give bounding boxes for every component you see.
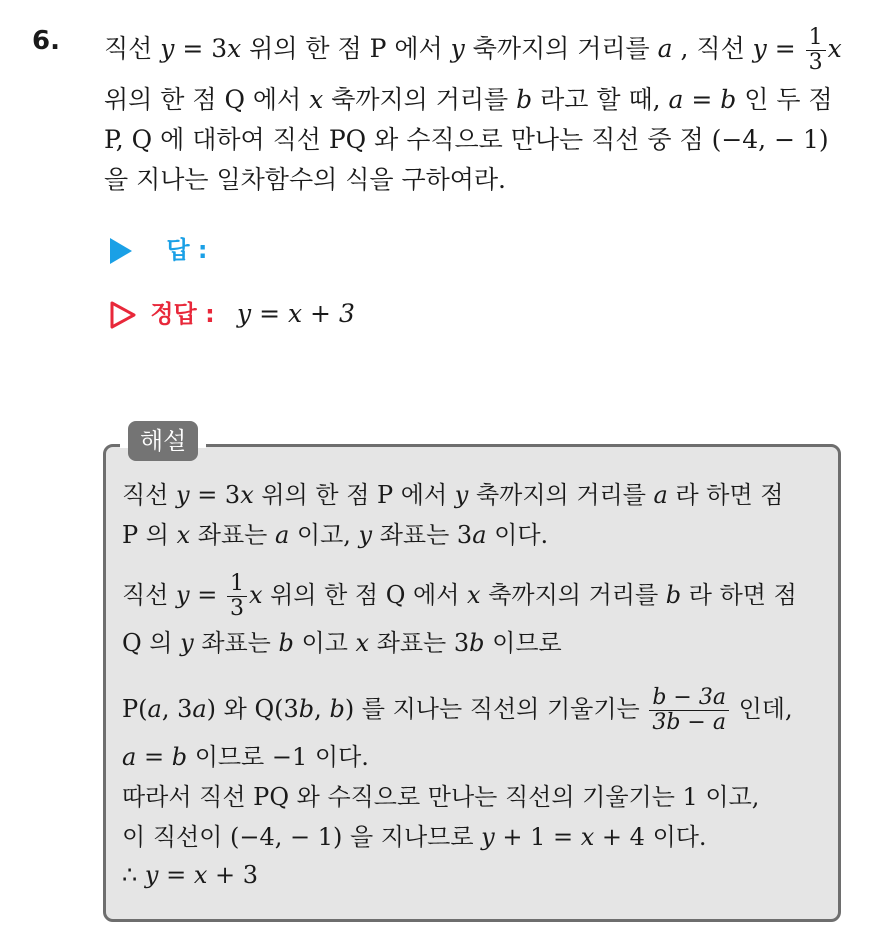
correct-answer-value: y = x + 3 <box>237 299 355 328</box>
answer-row <box>110 234 208 266</box>
correct-answer-row <box>110 298 355 330</box>
fraction-one-third: $\frac{1}{3}$ <box>806 26 826 75</box>
solution-tag: 해설 <box>128 421 198 461</box>
solution-line-2: P 의 x 좌표는 a 이고, y 좌표는 3a 이다. <box>122 521 549 549</box>
solution-line-4: Q 의 y 좌표는 b 이고 x 좌표는 3b 이므로 <box>122 629 562 657</box>
question-number: 6. <box>32 26 60 56</box>
solution-line-5: P(a, 3a) 와 Q(3b, b) 를 지나는 직선의 기울기는 $\frac{b - 3a}{3b - a}$ 인데, <box>122 685 793 735</box>
correct-answer-label: 정답 : <box>150 300 215 328</box>
solution-line-6: a = b 이므로 −1 이다. <box>122 743 369 771</box>
question-line-2: 위의 한 점 Q 에서 x 축까지의 거리를 b 라고 할 때, a = b 인 두 점 <box>104 85 833 114</box>
solution-line-8: 이 직선이 (−4, − 1) 을 지나므로 y + 1 = x + 4 이다. <box>122 823 707 851</box>
solution-line-3: 직선 y = $\frac{1}{3}$ x 위의 한 점 Q 에서 x 축까지의 거리를 b 라 하면 점 <box>122 571 797 621</box>
outline-triangle-icon <box>110 301 136 329</box>
question-line-4: 을 지나는 일차함수의 식을 구하여라. <box>104 165 506 194</box>
question-line-1: 직선 y = 3x 위의 한 점 P 에서 y 축까지의 거리를 a , 직선 y = $\frac{1}{3}$ x <box>104 25 842 75</box>
solution-line-7: 따라서 직선 PQ 와 수직으로 만나는 직선의 기울기는 1 이고, <box>122 783 760 811</box>
solution-line-9: ∴ y = x + 3 <box>122 861 259 889</box>
fraction-slope: $\frac{b - 3a}{3b - a}$ <box>649 686 729 735</box>
fraction-one-third: $\frac{1}{3}$ <box>227 572 247 621</box>
question-line-3: P, Q 에 대하여 직선 PQ 와 수직으로 만나는 직선 중 점 (−4, − 1) <box>104 125 829 154</box>
play-triangle-icon <box>110 238 132 264</box>
solution-line-1: 직선 y = 3x 위의 한 점 P 에서 y 축까지의 거리를 a 라 하면 점 <box>122 481 784 509</box>
answer-label: 답 : <box>166 236 208 264</box>
